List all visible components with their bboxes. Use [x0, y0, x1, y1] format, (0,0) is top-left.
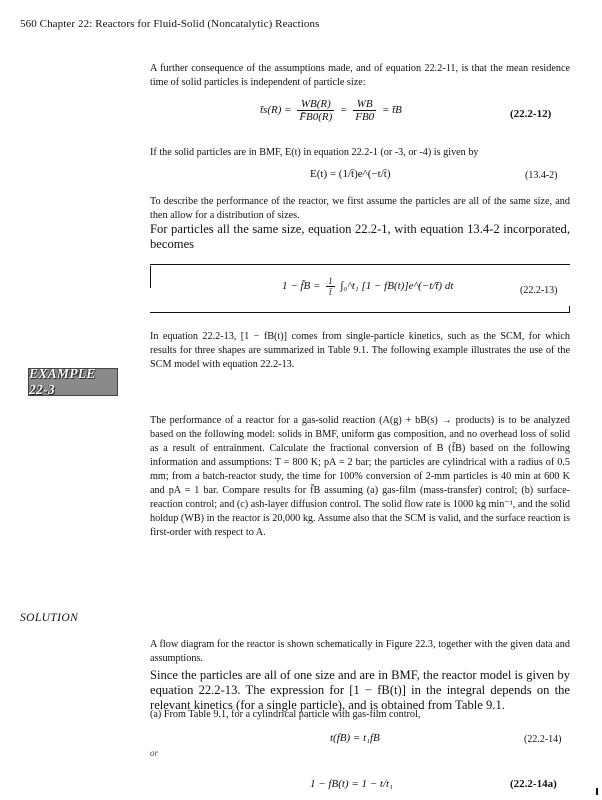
paragraph-text: A flow diagram for the reactor is shown schematically in Figure 22.3, together with the given data and assumptions.: [150, 639, 570, 664]
page-header: 560 Chapter 22: Reactors for Fluid-Solid (Noncatalytic) Reactions: [20, 18, 320, 30]
paragraph-text: To describe the performance of the reactor, we first assume the particles are all of the same size, and then allow for a distribution of sizes.: [150, 196, 570, 221]
paragraph-text: (a) From Table 9.1, for a cylindrical particle with gas-film control,: [150, 709, 421, 720]
eq-equals: =: [340, 104, 348, 117]
page-edge-mark: [596, 788, 598, 795]
eq-fraction-2: [353, 98, 376, 123]
equation-number-22-2-13: (22.2-13): [520, 285, 558, 296]
paragraph-text: For particles all the same size, equation 22.2-1, with equation 13.4-2 incorporated, becomes: [150, 222, 570, 251]
eq-fraction-numerator: 1: [328, 276, 333, 286]
paragraph-bmf: [150, 146, 570, 160]
eq-fraction-denominator: t̄: [329, 287, 332, 297]
eq-fraction: [326, 276, 335, 297]
eq-fraction-1: [297, 98, 334, 123]
equation-22-2-14a: 1 − fB(t) = 1 − t/t₁: [310, 778, 393, 790]
example-statement: [150, 414, 570, 540]
paragraph-same-size: [150, 222, 570, 252]
equation-22-2-13: [282, 276, 453, 297]
paragraph-text: In equation 22.2-13, [1 − fB(t)] comes from single-particle kinetics, such as the SCM, for which results for three shapes are summarized in Table 9.1. The following example illustrates the use of the SCM model with equation 22.2-13.: [150, 331, 570, 370]
equation-box-right-rule: [569, 306, 570, 313]
example-label-text: EXAMPLE 22-3: [29, 366, 96, 397]
example-label: [28, 368, 118, 396]
solution-paragraph-flow-diagram: [150, 638, 570, 666]
equation-box-top-rule: [150, 264, 570, 265]
paragraph-describe-performance: [150, 195, 570, 223]
equation-22-2-14: t(fB) = t₁fB: [330, 732, 380, 744]
equation-number-13-4-2: (13.4-2): [525, 170, 558, 181]
equation-number-22-2-14: (22.2-14): [524, 734, 562, 745]
eq-lhs: 1 − f̄B =: [282, 280, 321, 293]
eq-fraction-1-numerator: WB(R): [297, 98, 334, 111]
paragraph-text: If the solid particles are in BMF, E(t) in equation 22.2-1 (or -3, or -4) is given by: [150, 147, 479, 158]
equation-number-22-2-14a: (22.2-14a): [510, 778, 557, 790]
equation-number-22-2-12: (22.2-12): [510, 108, 552, 120]
solution-paragraph-part-a: [150, 708, 570, 722]
eq-fraction-2-numerator: WB: [353, 98, 376, 111]
eq-integral: ∫₀^t₁ [1 − fB(t)]e^(−t/t̄) dt: [340, 280, 454, 293]
eq-lhs: t̄s(R) =: [260, 104, 292, 117]
paragraph-text: Since the particles are all of one size and are in BMF, the reactor model is given by equation 22.2-13. The expression for [1 − fB(t)] in the integral depends on the relevant kinetics (for a single particle), and is obtained from Table 9.1.: [150, 668, 570, 712]
eq-rhs: = t̄B: [381, 104, 402, 117]
example-text: The performance of a reactor for a gas-solid reaction (A(g) + bB(s) → products) is to be analyzed based on the following model: solids in BMF, uniform gas composition, and no overhead loss of solid as a result of entrainment. Calculate the fractional conversion of B (f̄B) based on the following information and assumptions: T = 800 K; pA = 2 bar; the particles are cylindrical with a radius of 0.5 mm; from a batch-reactor study, the time for 100% conversion of 2-mm particles is 40 min at 600 K and pA = 1 bar. Compare results for f̄B assuming (a) gas-film (mass-transfer) control; (b) surface-reaction control; and (c) ash-layer diffusion control. The solid flow rate is 1000 kg min⁻¹, and the solid holdup (WB) in the reactor is 20,000 kg. Assume also that the SCM is valid, and the surface reaction is first-order with respect to A.: [150, 415, 570, 538]
equation-22-2-12: [260, 98, 402, 123]
solution-label: SOLUTION: [20, 612, 79, 624]
eq-fraction-2-denominator: FB0: [355, 111, 375, 123]
paragraph-text: A further consequence of the assumptions made, and of equation 22.2-11, is that the mean residence time of solid particles is independent of particle size:: [150, 63, 570, 88]
equation-box-left-rule: [150, 266, 151, 288]
or-connector: or: [150, 748, 159, 758]
solution-paragraph-reactor-model: [150, 668, 570, 713]
paragraph-residence-time: [150, 62, 570, 90]
paragraph-single-particle-kinetics: [150, 330, 570, 372]
equation-box-bottom-rule: [150, 312, 570, 313]
equation-13-4-2: E(t) = (1/t̄)e^(−t/t̄): [310, 168, 391, 180]
eq-fraction-1-denominator: F̄B0(R): [299, 111, 333, 123]
